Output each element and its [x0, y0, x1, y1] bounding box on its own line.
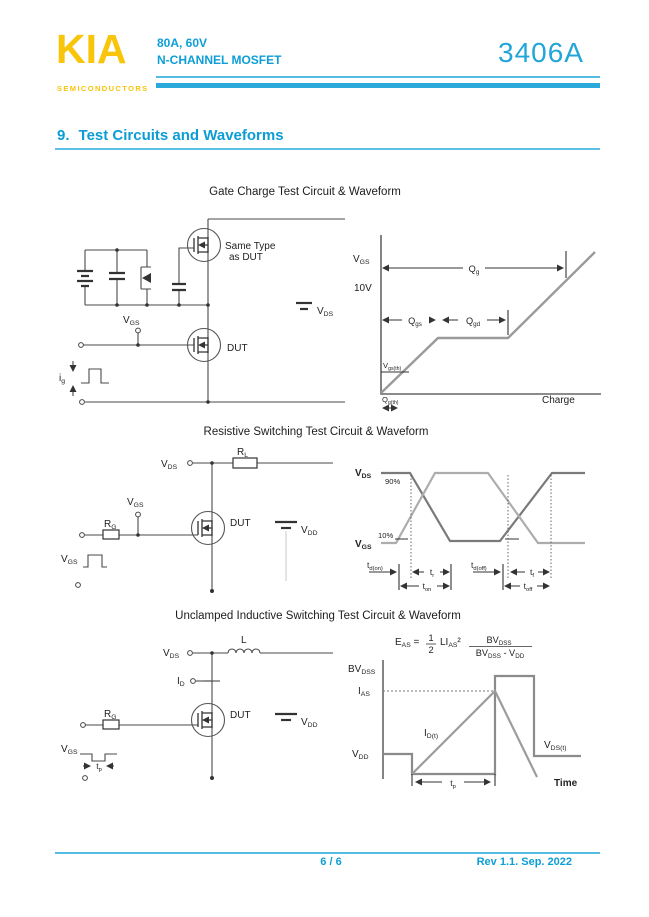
label-same-type-1: Same Type: [225, 241, 276, 252]
axes: [381, 235, 601, 394]
label-dut: DUT: [230, 518, 251, 529]
device-rating: 80A, 60V: [157, 36, 208, 50]
label-rl: $R_L$: [237, 447, 249, 459]
terminal-circles: [79, 328, 141, 404]
label-vdd: $V_{DD}$: [301, 525, 318, 537]
diode-symbol: [141, 267, 151, 289]
equation-half-denominator: 2: [428, 645, 434, 655]
label-tp: $t_p$: [450, 778, 456, 790]
equation-numerator: $BV_{DSS}$: [486, 635, 512, 647]
page-number: 6 / 6: [320, 856, 342, 868]
label-qgd: $Q_{gd}$: [465, 316, 481, 328]
uis-waveform-plot: [338, 624, 640, 816]
label-td-on: $t_{d(on)}$: [367, 560, 383, 572]
label-td-off: $t_{d(off)}$: [471, 560, 487, 572]
label-dut: DUT: [227, 343, 248, 354]
resistive-switching-waveform-plot: [345, 443, 637, 603]
mosfet-symbol-dut: [192, 512, 225, 545]
mosfet-symbol-same-type: [188, 229, 221, 262]
resistor-rg-symbol: [103, 720, 119, 729]
inductor-symbol: [228, 649, 260, 653]
label-vds: $V_{DS}$: [355, 468, 372, 480]
kia-logo-subtitle: SEMICONDUCTORS: [57, 84, 149, 93]
fig3-title: Unclamped Inductive Switching Test Circuit & Waveform: [175, 610, 461, 622]
revision-text: Rev 1.1. Sep. 2022: [476, 856, 572, 868]
label-vgs: $V_{GS}$: [61, 744, 78, 756]
equation-half-numerator: 1: [428, 633, 434, 643]
label-tf: $t_f$: [530, 567, 534, 579]
resistive-switching-circuit-diagram: [55, 443, 345, 603]
label-vgs-probe: $V_{GS}$: [127, 497, 144, 509]
label-bvdss: $BV_{DSS}$: [348, 664, 376, 676]
label-rg: $R_G$: [104, 709, 117, 721]
label-vgs-th: $V_{gs(th)}$: [383, 361, 402, 372]
section-rule: [55, 148, 600, 150]
label-ias: $I_{AS}$: [358, 686, 370, 698]
label-vds-t: $V_{DS(t)}$: [544, 740, 567, 752]
label-id: $I_D$: [177, 676, 185, 688]
equation-li-term: $LI_{AS}^2$: [440, 637, 461, 649]
dotted-guides: [411, 475, 551, 579]
battery-symbol: [77, 271, 93, 286]
footer-rule: [55, 852, 600, 854]
gate-charge-waveform-plot: [345, 222, 617, 420]
kia-logo: KIA: [56, 26, 127, 72]
header-rule-thick: [156, 83, 600, 88]
x-axis-label: Charge: [542, 395, 575, 406]
label-toff: $t_{off}$: [523, 581, 533, 593]
vds-source-symbol: [296, 303, 312, 309]
label-id-t: $I_{D(t)}$: [424, 728, 439, 740]
label-vgs: $V_{GS}$: [355, 539, 372, 551]
mosfet-symbol-dut: [192, 704, 225, 737]
fig1-title: Gate Charge Test Circuit & Waveform: [209, 186, 401, 198]
section-number: 9.: [57, 127, 70, 144]
section-title: Test Circuits and Waveforms: [78, 127, 284, 144]
vdd-source-symbol: [275, 522, 297, 581]
x-axis-label: Time: [554, 778, 578, 789]
gate-charge-circuit-diagram: [55, 205, 355, 415]
capacitor-symbol: [109, 273, 125, 279]
circuit-wires: [80, 653, 333, 778]
label-vdd: $V_{DD}$: [301, 717, 318, 729]
vgs-curve: [381, 473, 585, 543]
label-90pct: 90%: [385, 477, 401, 486]
resistor-rl-symbol: [233, 458, 257, 468]
label-tp: $t_p$: [96, 761, 102, 773]
label-dut: DUT: [230, 710, 251, 721]
label-vgs: $V_{GS}$: [123, 315, 140, 327]
device-spec: [157, 35, 281, 69]
uis-circuit-diagram: [55, 628, 345, 816]
label-vds: $V_{DS}$: [161, 459, 178, 471]
equation-lhs: $E_{AS}$ =: [395, 637, 420, 649]
label-rg: $R_G$: [104, 519, 117, 531]
eas-equation: [395, 633, 532, 660]
label-inductor: L: [241, 635, 247, 646]
part-number: 3406A: [498, 37, 584, 68]
label-vds: $V_{DS}$: [317, 306, 334, 318]
label-same-type-2: as DUT: [229, 252, 263, 263]
label-tr: $t_r$: [429, 567, 435, 579]
label-vdd: $V_{DD}$: [352, 749, 369, 761]
y-axis-value: 10V: [354, 283, 372, 294]
y-axis-label: $V_{GS}$: [353, 254, 370, 266]
resistor-rg-symbol: [103, 530, 119, 539]
label-qg-th: $Q_{g(th)}$: [382, 395, 399, 406]
section-heading: [57, 127, 284, 144]
label-10pct: 10%: [378, 531, 394, 540]
header-rule-thin: [156, 76, 600, 78]
circuit-wires: [83, 219, 345, 402]
fig2-title: Resistive Switching Test Circuit & Waveform: [203, 426, 429, 438]
capacitor-symbol: [172, 284, 186, 290]
label-ig: $i_g$: [59, 373, 66, 385]
label-qgs: $Q_{gs}$: [408, 316, 422, 328]
label-vds: $V_{DS}$: [163, 648, 180, 660]
equation-denominator: $BV_{DSS} - V_{DD}$: [475, 648, 525, 660]
terminal-circles: [76, 461, 193, 588]
label-vgs-pulse: $V_{GS}$: [61, 554, 78, 566]
gate-current-source: [73, 361, 109, 396]
device-type: N-CHANNEL MOSFET: [157, 53, 282, 67]
label-qg: $Q_g$: [468, 264, 480, 276]
vds-curve: [381, 473, 585, 541]
label-ton: $t_{on}$: [422, 581, 432, 593]
vdd-source-symbol: [275, 714, 297, 720]
